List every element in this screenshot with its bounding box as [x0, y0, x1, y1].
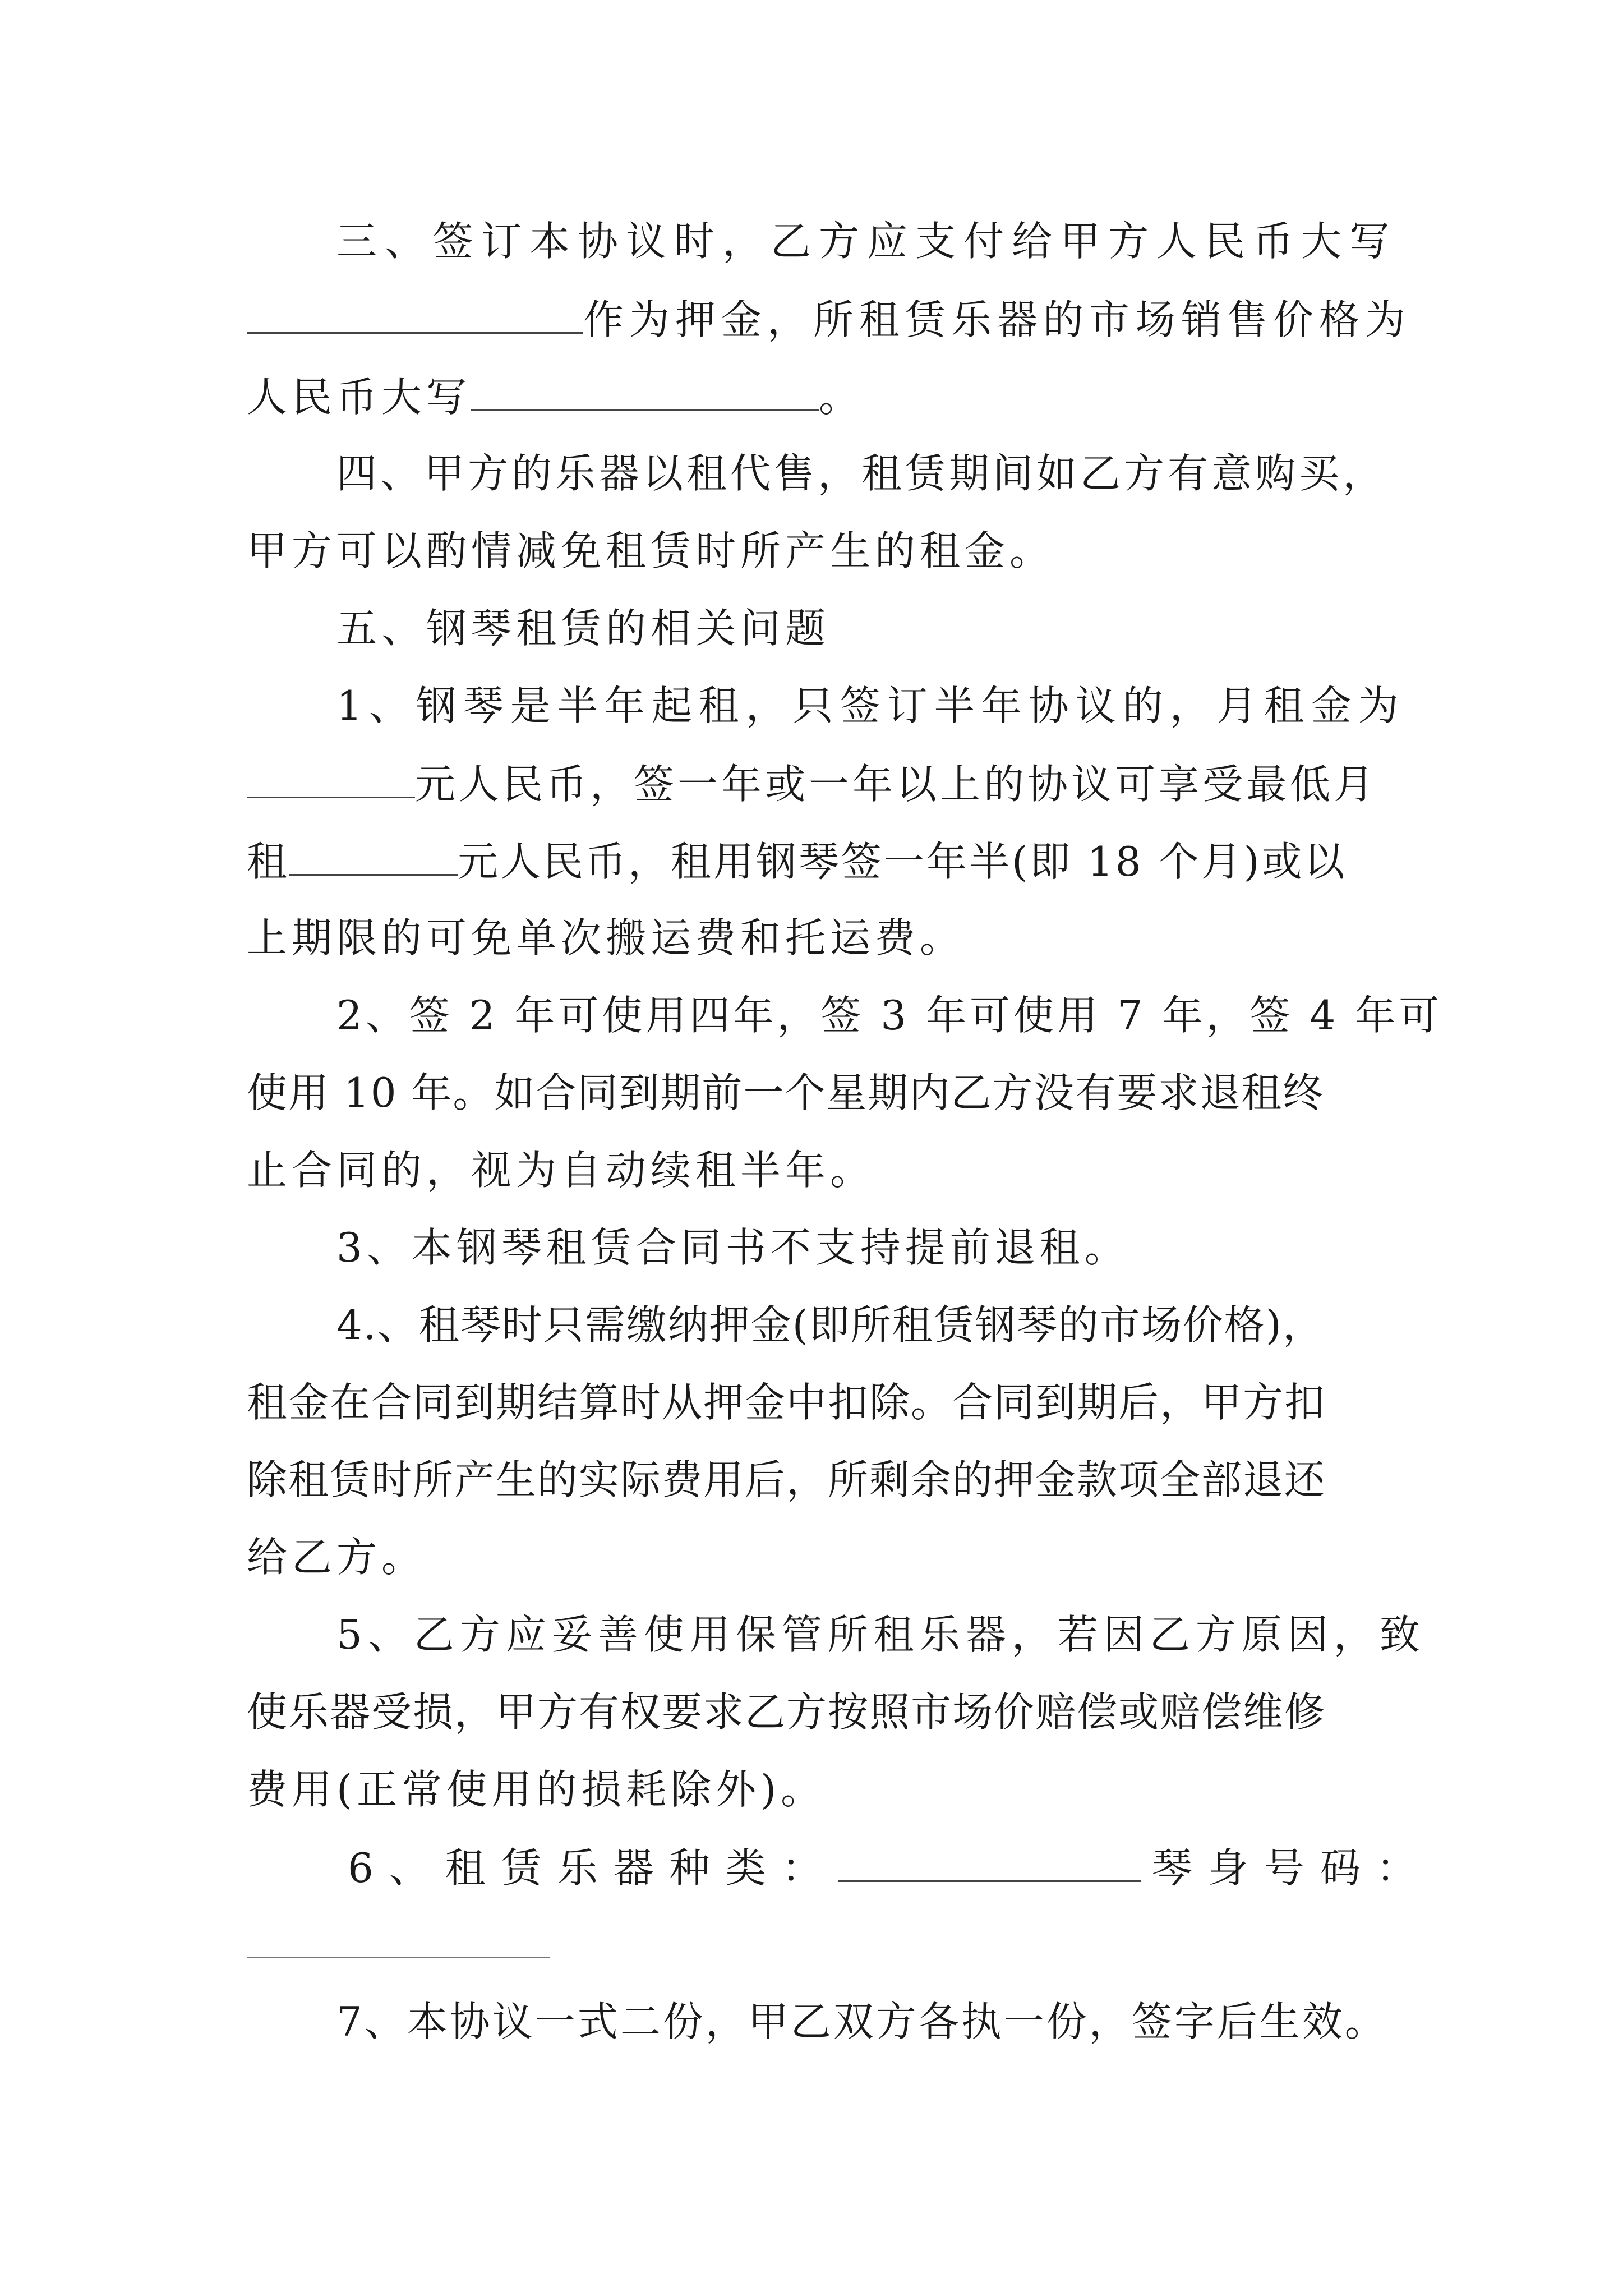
clause-4-line-2: 甲方可以酌情减免租赁时所产生的租金。 [247, 527, 1055, 574]
item-1-line-2-text: 元人民币，签一年或一年以上的协议可享受最低月 [415, 761, 1378, 808]
clause-3-line-3-end: 。 [819, 374, 864, 421]
item-4-line-2: 租金在合同到期结算时从押金中扣除。合同到期后，甲方扣 [247, 1379, 1326, 1426]
item-2-line-1: 2、签 2 年可使用四年，签 3 年可使用 7 年，签 4 年可 [336, 992, 1443, 1039]
item-5-line-1: 5、乙方应妥善使用保管所租乐器，若因乙方原因，致 [336, 1611, 1426, 1658]
item-5-line-3: 费用(正常使用的损耗除外)。 [247, 1766, 826, 1813]
monthly-rent-blank[interactable] [247, 749, 415, 798]
item-1-line-4: 上期限的可免单次搬运费和托运费。 [247, 914, 965, 961]
item-4-line-3: 除租赁时所产生的实际费用后，所剩余的押金款项全部退还 [247, 1456, 1326, 1503]
clause-4-line-1: 四、甲方的乐器以租代售，租赁期间如乙方有意购买， [336, 450, 1387, 497]
clause-3-line-2-text: 作为押金，所租赁乐器的市场销售价格为 [583, 296, 1412, 343]
item-5-line-2: 使乐器受损，甲方有权要求乙方按照市场价赔偿或赔偿维修 [247, 1688, 1326, 1736]
market-price-blank[interactable] [471, 362, 819, 411]
instrument-type-label: 6、租赁乐器种类： [348, 1844, 838, 1892]
item-6-line-1 [348, 1833, 1432, 1901]
item-7-line-1: 7、本协议一式二份，甲乙双方各执一份，签字后生效。 [336, 1998, 1387, 2045]
item-1-line-1: 1、钢琴是半年起租，只签订半年协议的，月租金为 [336, 682, 1405, 729]
item-3-line-1: 3、本钢琴租赁合同书不支持提前退租。 [336, 1224, 1129, 1271]
item-1-line-3-text: 元人民币，租用钢琴签一年半(即 18 个月)或以 [458, 838, 1347, 885]
item-1-line-3-start: 租 [247, 838, 290, 885]
item-2-line-2: 使用 10 年。如合同到期前一个星期内乙方没有要求退租终 [247, 1069, 1325, 1116]
clause-3-line-1: 三、签订本协议时，乙方应支付给甲方人民币大写 [336, 218, 1398, 265]
item-4-line-1: 4.、租琴时只需缴纳押金(即所租赁钢琴的市场价格)， [336, 1301, 1324, 1349]
clause-3-line-2 [247, 285, 1412, 352]
min-monthly-rent-blank[interactable] [289, 827, 458, 876]
clause-5-heading: 五、钢琴租赁的相关问题 [336, 605, 831, 652]
instrument-type-blank[interactable] [838, 1833, 1141, 1882]
item-1-line-2 [247, 749, 1380, 817]
serial-number-label: 琴身号码： [1151, 1844, 1432, 1892]
item-2-line-3: 止合同的，视为自动续租半年。 [247, 1147, 875, 1194]
clause-3-line-3 [247, 362, 1380, 430]
deposit-amount-blank[interactable] [247, 285, 583, 334]
clause-3-line-3-text: 人民币大写 [247, 374, 472, 421]
item-4-line-4: 给乙方。 [247, 1534, 427, 1581]
item-6-line-2 [247, 1911, 1380, 1978]
item-1-line-3 [247, 827, 1380, 894]
serial-number-blank[interactable] [247, 1934, 550, 1958]
